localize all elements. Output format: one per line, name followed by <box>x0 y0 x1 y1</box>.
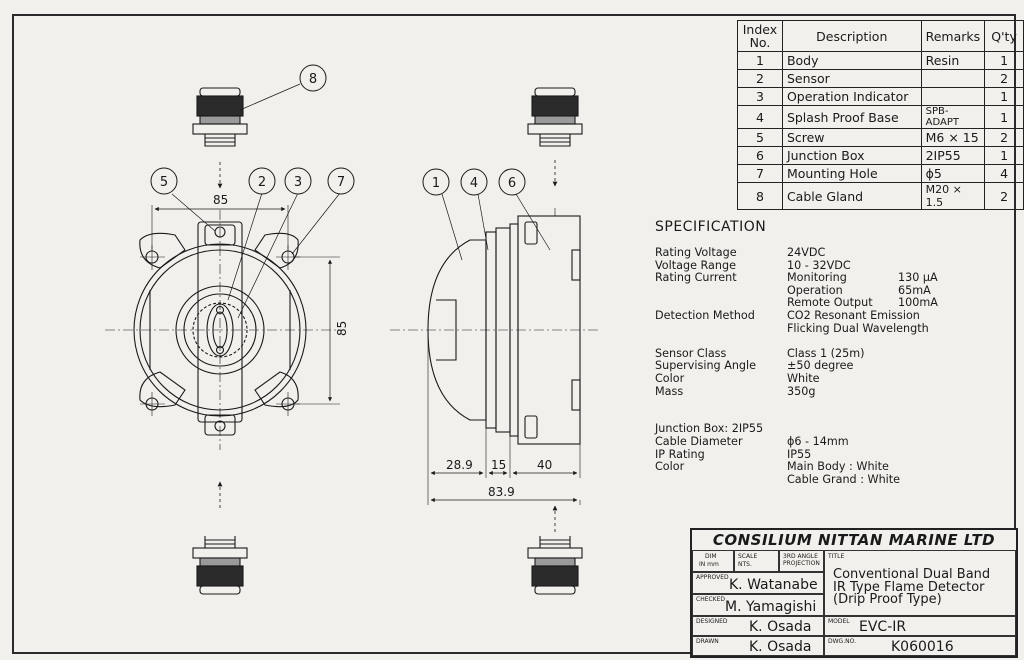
spec-label: Junction Box: 2IP55 <box>655 422 764 436</box>
spec-label: Supervising Angle <box>655 359 757 373</box>
row-remarks: 2IP55 <box>921 147 985 165</box>
title-cell <box>824 550 1016 616</box>
spec-value: Main Body : White <box>787 460 889 474</box>
balloon-1: 1 <box>431 176 441 191</box>
projection-label: 3RD ANGLE PROJECTION <box>783 553 820 567</box>
scale-value: NTS. <box>738 561 752 568</box>
spec-value: 100mA <box>898 296 938 310</box>
spec-value: 65mA <box>898 283 931 297</box>
row-index: 5 <box>738 129 783 147</box>
spec-value: IP55 <box>787 447 812 461</box>
row-index: 2 <box>738 70 783 88</box>
table-row <box>738 183 1024 210</box>
company-name: CONSILIUM NITTAN MARINE LTD <box>692 530 1016 551</box>
dim-side-seg1: 28.9 <box>446 458 473 472</box>
parts-table <box>737 20 1024 210</box>
spec-value: Cable Grand : White <box>787 472 901 486</box>
designed-label: DESIGNED <box>696 618 728 625</box>
row-description: Splash Proof Base <box>782 106 921 129</box>
title-line: IR Type Flame Detector <box>833 579 985 595</box>
row-qty: 1 <box>985 147 1024 165</box>
drawn-cell <box>692 636 824 656</box>
cable-gland-top-right <box>528 88 582 186</box>
checked-cell <box>692 594 824 616</box>
spec-label: Cable Diameter <box>655 434 743 448</box>
spec-value: Flicking Dual Wavelength <box>787 321 929 335</box>
spec-label: IP Rating <box>655 447 705 461</box>
row-remarks: Resin <box>921 52 985 70</box>
table-row <box>738 106 1024 129</box>
scale-cell <box>734 550 779 572</box>
header-remarks: Remarks <box>921 21 985 52</box>
balloon-6: 6 <box>507 176 517 191</box>
spec-value: CO2 Resonant Emission <box>787 308 920 322</box>
approved-label: APPROVED <box>696 574 729 581</box>
spec-label: Rating Current <box>655 271 737 285</box>
spec-value: Remote Output <box>787 296 873 310</box>
spec-value: Class 1 (25m) <box>787 346 865 360</box>
row-remarks <box>921 70 985 88</box>
dim-side-seg2: 15 <box>491 458 507 472</box>
checked-label: CHECKED <box>696 596 726 603</box>
row-qty: 2 <box>985 129 1024 147</box>
table-row <box>738 70 1024 88</box>
dwg-label: DWG.NO. <box>828 638 856 645</box>
row-description: Junction Box <box>782 147 921 165</box>
front-view <box>105 162 345 508</box>
table-row <box>738 165 1024 183</box>
row-remarks <box>921 88 985 106</box>
dwg-cell <box>824 636 1016 656</box>
title-line: Conventional Dual Band <box>833 567 991 582</box>
model-cell <box>824 616 1016 636</box>
parts-table-header <box>738 21 1024 52</box>
row-remarks: M20 × 1.5 <box>921 183 985 210</box>
row-qty: 4 <box>985 165 1024 183</box>
row-description: Cable Gland <box>782 183 921 210</box>
cable-gland-bottom-right <box>528 506 582 594</box>
balloon-2: 2 <box>257 175 267 190</box>
title-block <box>690 528 1018 658</box>
spec-value: Monitoring <box>787 271 847 285</box>
dim-unit: IN mm <box>699 561 719 568</box>
row-description: Body <box>782 52 921 70</box>
dim-side-seg3: 40 <box>537 458 553 472</box>
cable-gland-bottom-left <box>193 536 247 594</box>
balloon-4: 4 <box>469 176 479 191</box>
dim-front-height: 85 <box>335 320 349 336</box>
spec-label: Detection Method <box>655 308 755 322</box>
model-value: EVC-IR <box>859 619 907 635</box>
balloon-3: 3 <box>293 175 303 190</box>
model-label: MODEL <box>828 618 850 625</box>
row-qty: 2 <box>985 183 1024 210</box>
spec-label: Mass <box>655 384 684 398</box>
table-row <box>738 88 1024 106</box>
checked-name: M. Yamagishi <box>725 599 817 615</box>
designed-cell <box>692 616 824 636</box>
designed-name: K. Osada <box>749 619 812 635</box>
row-description: Mounting Hole <box>782 165 921 183</box>
title-line: (Drip Proof Type) <box>833 592 942 607</box>
row-index: 7 <box>738 165 783 183</box>
row-index: 4 <box>738 106 783 129</box>
row-index: 8 <box>738 183 783 210</box>
row-index: 6 <box>738 147 783 165</box>
spec-label: Sensor Class <box>655 346 727 360</box>
row-qty: 1 <box>985 106 1024 129</box>
spec-label: Color <box>655 460 685 474</box>
row-description: Operation Indicator <box>782 88 921 106</box>
spec-label: Voltage Range <box>655 258 736 272</box>
row-index: 3 <box>738 88 783 106</box>
spec-label: Color <box>655 371 685 385</box>
row-description: Sensor <box>782 70 921 88</box>
balloon-5: 5 <box>159 175 169 190</box>
spec-value: Operation <box>787 283 843 297</box>
table-row <box>738 129 1024 147</box>
dim-side-total: 83.9 <box>488 485 515 499</box>
row-index: 1 <box>738 52 783 70</box>
dwg-number: K060016 <box>891 639 954 655</box>
spec-value: White <box>787 371 820 385</box>
specification-title: SPECIFICATION <box>655 219 767 235</box>
spec-value: 24VDC <box>787 246 826 259</box>
table-row <box>738 52 1024 70</box>
row-qty: 1 <box>985 52 1024 70</box>
row-qty: 2 <box>985 70 1024 88</box>
projection-cell <box>779 550 824 572</box>
title-label: TITLE <box>828 553 845 560</box>
row-remarks: ϕ5 <box>921 165 985 183</box>
header-index: Index No. <box>738 21 783 52</box>
drawn-name: K. Osada <box>749 639 812 655</box>
dim-cell <box>692 550 734 572</box>
spec-value: 130 μA <box>898 271 938 285</box>
drawn-label: DRAWN <box>696 638 719 645</box>
spec-current-values <box>898 272 938 310</box>
balloon-8: 8 <box>308 72 318 87</box>
balloon-7: 7 <box>336 175 346 190</box>
dim-front-width: 85 <box>213 193 229 207</box>
approved-cell <box>692 572 824 594</box>
header-qty: Q'ty <box>985 21 1024 52</box>
row-remarks: M6 × 15 <box>921 129 985 147</box>
dim-label: DIM <box>705 553 717 560</box>
row-remarks: SPB-ADAPT <box>921 106 985 129</box>
spec-value: ±50 degree <box>787 359 854 373</box>
row-qty: 1 <box>985 88 1024 106</box>
header-description: Description <box>782 21 921 52</box>
table-row <box>738 147 1024 165</box>
scale-label: SCALE <box>738 553 758 560</box>
spec-value: 350g <box>787 384 816 398</box>
row-description: Screw <box>782 129 921 147</box>
approved-name: K. Watanabe <box>729 577 818 593</box>
spec-value: 10 - 32VDC <box>787 258 851 272</box>
cable-gland-top-left <box>193 84 300 146</box>
spec-label: Rating Voltage <box>655 246 737 259</box>
spec-labels <box>655 247 763 474</box>
spec-value: ϕ6 - 14mm <box>787 434 849 448</box>
